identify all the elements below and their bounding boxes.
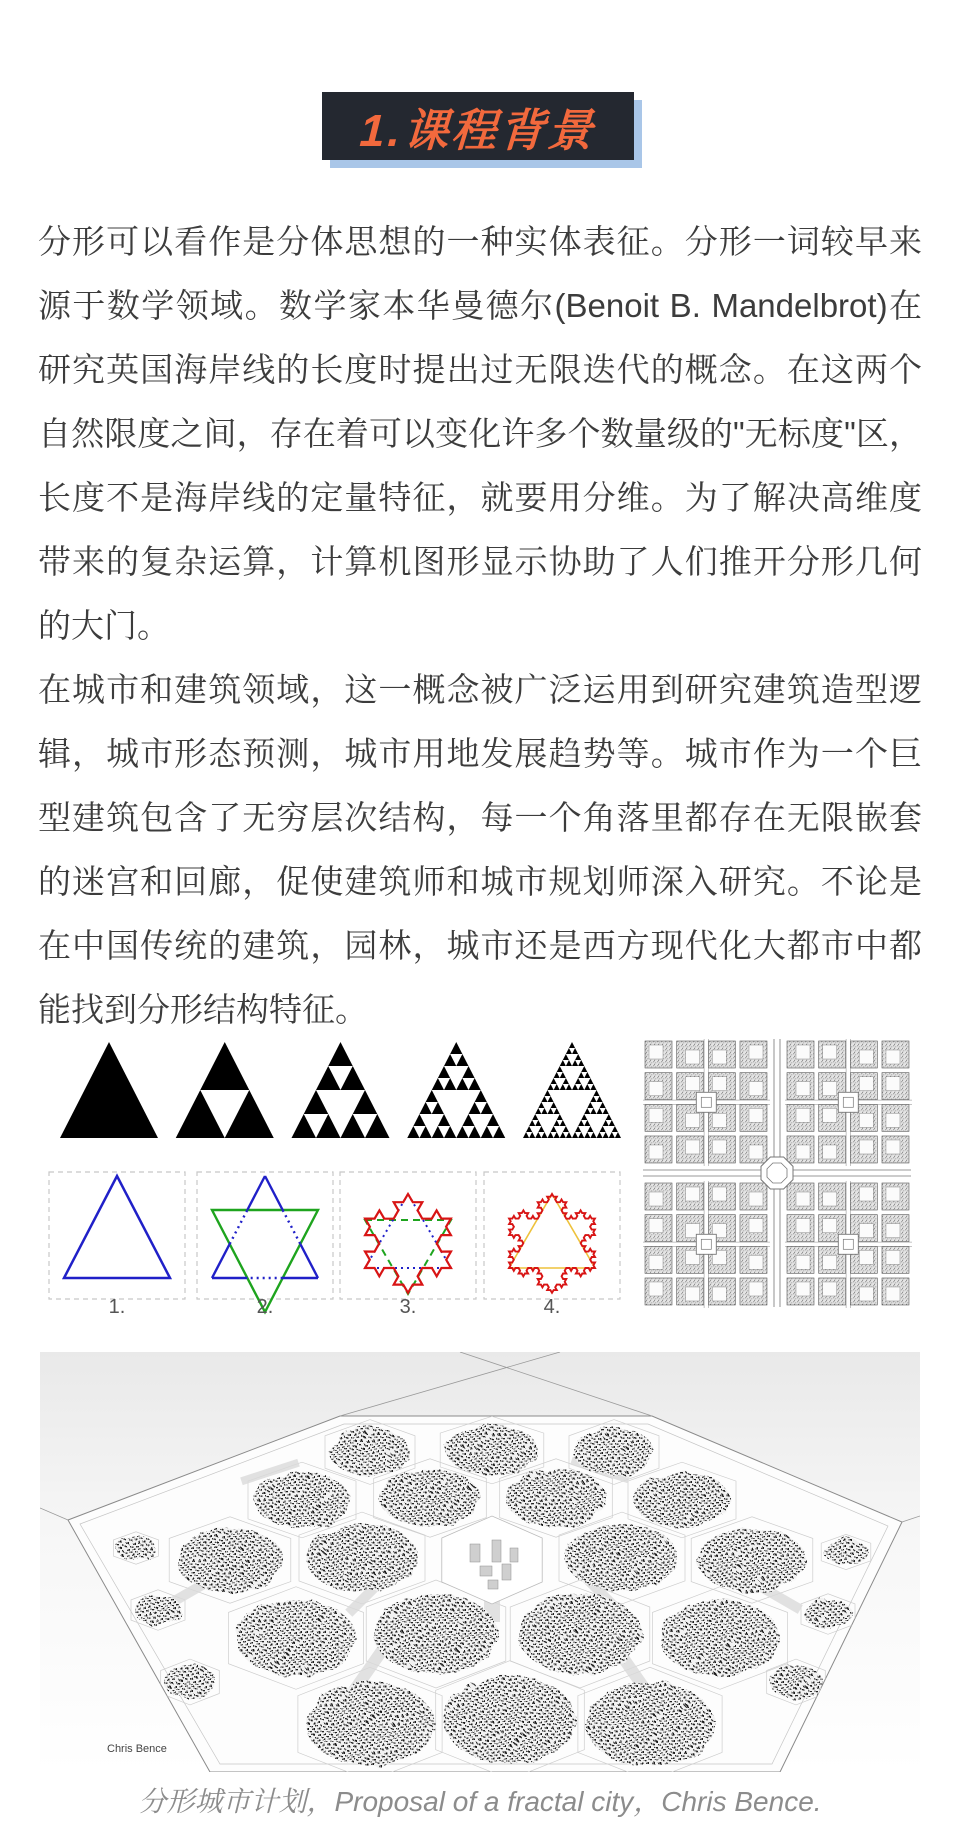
fractal-city-plan-image (637, 1033, 917, 1313)
koch-step-2 (195, 1166, 335, 1330)
koch-step-label: 4. (543, 1296, 561, 1318)
section-banner (322, 92, 634, 160)
koch-step-1 (47, 1166, 187, 1330)
koch-step-label: 1. (108, 1296, 126, 1318)
figure-caption: 分形城市计划，Proposal of a fractal city，Chris Bence. (138, 1786, 822, 1817)
sierpinski-triangles-image (59, 1041, 622, 1141)
section-title: 1.课程背景 (358, 104, 597, 156)
paragraph: 在城市和建筑领域，这一概念被广泛运用到研究建筑造型逻辑，城市形态预测，城市用地发展趋势等。城市作为一个巨型建筑包含了无穷层次结构，每一个角落里都存在无限嵌套的迷宫和回廊，促使建筑师和城市规划师深入研究。不论是在中国传统的建筑，园林，城市还是西方现代化大都市中都能找到分形结构特征。 (38, 671, 922, 1028)
koch-step-label: 2. (256, 1296, 274, 1318)
fractal-city-perspective-image (40, 1352, 920, 1772)
artist-signature: Chris Bence (107, 1743, 167, 1755)
paragraph: 分形可以看作是分体思想的一种实体表征。分形一词较早来源于数学领域。数学家本华曼德尔(Benoit B. Mandelbrot)在研究英国海岸线的长度时提出过无限迭代的概念。在这两个自然限度之间，存在着可以变化许多个数量级的"无标度"区，长度不是海岸线的定量特征，就要用分维。为了解决高维度带来的复杂运算，计算机图形显示协助了人们推开分形几何的大门。 (38, 223, 922, 644)
koch-step-4 (482, 1166, 622, 1330)
koch-step-3 (338, 1166, 478, 1330)
koch-step-label: 3. (399, 1296, 417, 1318)
article-body (38, 210, 922, 1042)
